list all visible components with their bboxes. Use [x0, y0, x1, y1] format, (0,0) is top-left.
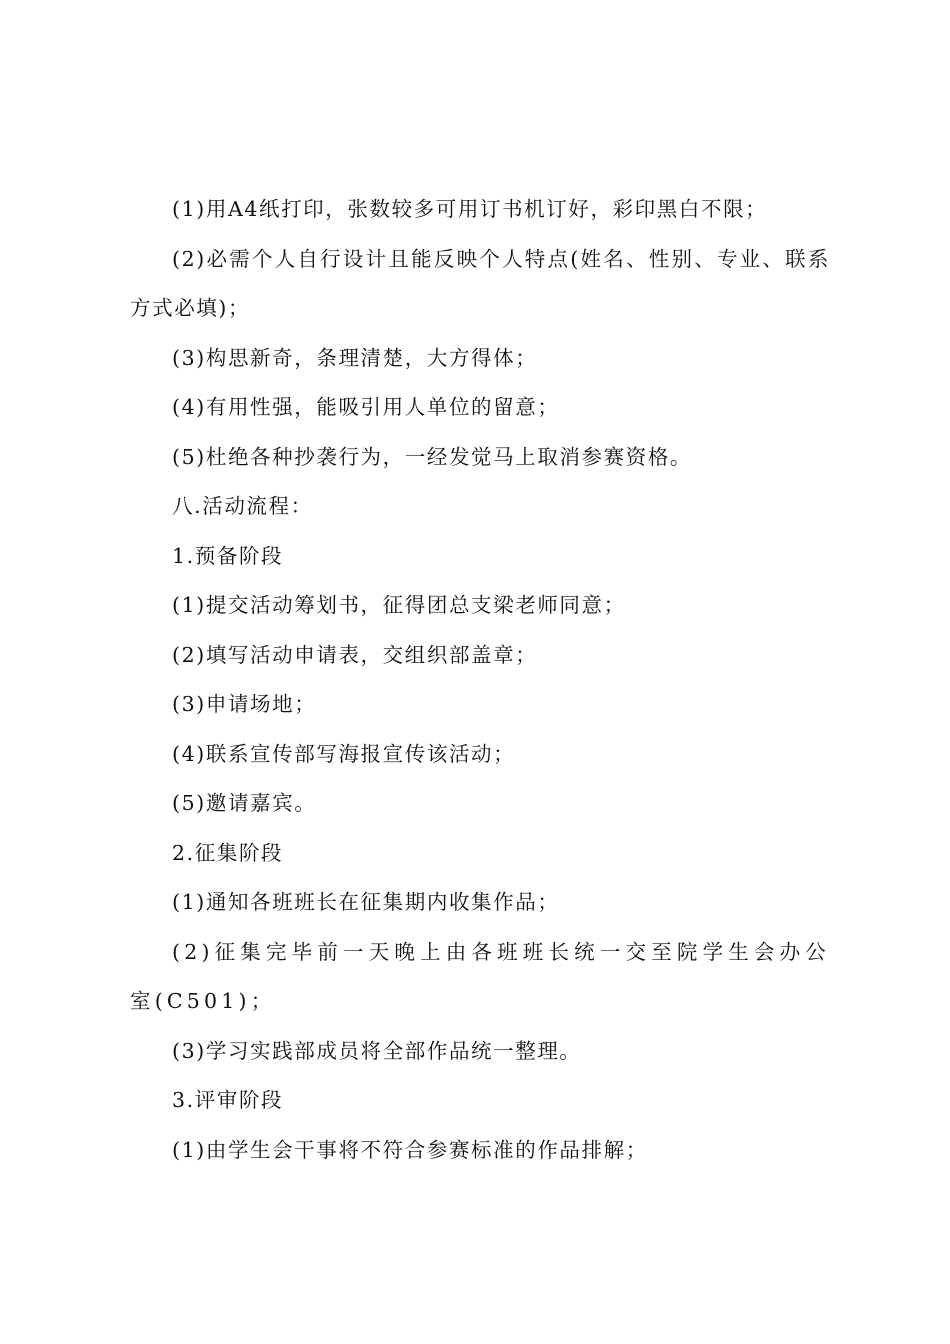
paragraph-usefulness-requirement: (4)有用性强，能吸引用人单位的留意； [172, 395, 560, 419]
subheading-review-stage: 3.评审阶段 [172, 1088, 284, 1112]
paragraph-publicity: (4)联系宣传部写海报宣传该活动； [172, 741, 516, 766]
subheading-preparation-stage: 1.预备阶段 [172, 543, 284, 568]
paragraph-screen-works: (1)由学生会干事将不符合参赛标准的作品排解； [172, 1137, 648, 1162]
paragraph-plagiarism-rule: (5)杜绝各种抄袭行为，一经发觉马上取消参赛资格。 [172, 444, 693, 469]
paragraph-venue-application: (3)申请场地； [172, 692, 317, 716]
paragraph-invite-guests: (5)邀请嘉宾。 [172, 791, 317, 815]
paragraph-submit-plan: (1)提交活动筹划书，征得团总支梁老师同意； [172, 593, 626, 617]
paragraph-submit-to-office: (2)征集完毕前一天晚上由各班班长统一交至院学生会办公室(C501)； [130, 939, 830, 1013]
paragraph-print-requirement: (1)用A4纸打印，张数较多可用订书机订好，彩印黑白不限； [172, 197, 768, 221]
subheading-collection-stage: 2.征集阶段 [172, 840, 284, 865]
paragraph-organize-works: (3)学习实践部成员将全部作品统一整理。 [172, 1038, 582, 1063]
paragraph-application-form: (2)填写活动申请表，交组织部盖章； [172, 642, 538, 667]
document-body [130, 185, 830, 1175]
section-heading-activity-process: 八.活动流程： [172, 494, 313, 518]
paragraph-concept-requirement: (3)构思新奇，条理清楚，大方得体； [172, 345, 538, 370]
paragraph-notify-monitors: (1)通知各班班长在征集期内收集作品； [172, 890, 560, 914]
paragraph-design-requirement: (2)必需个人自行设计且能反映个人特点(姓名、性别、专业、联系方式必填)； [130, 246, 830, 320]
